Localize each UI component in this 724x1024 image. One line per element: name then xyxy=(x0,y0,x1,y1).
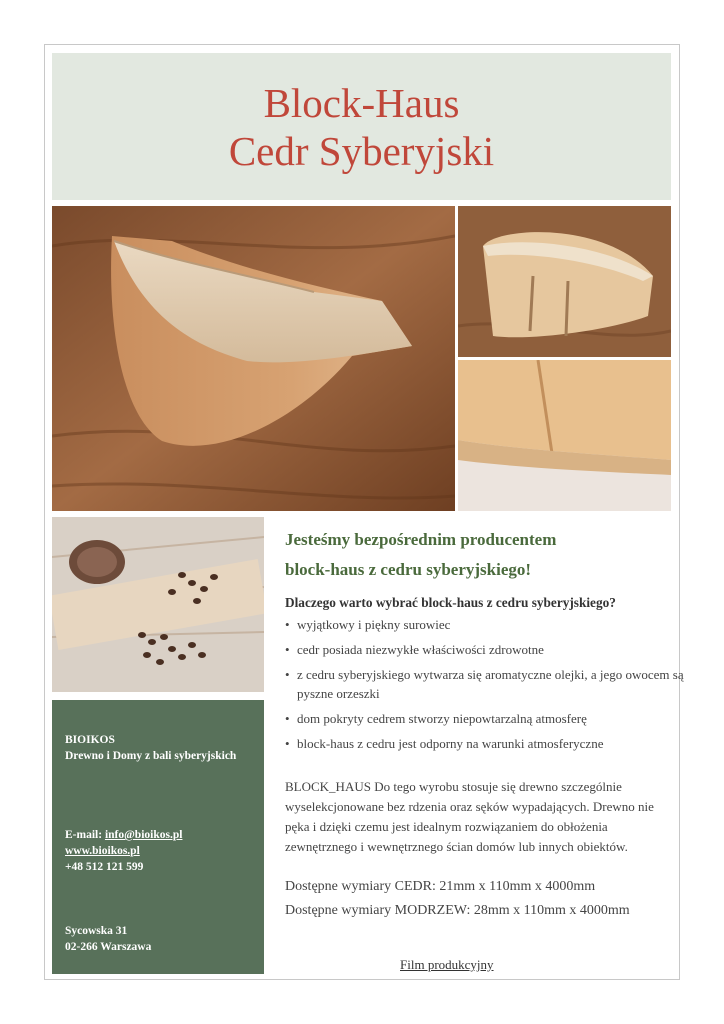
address-street: Sycowska 31 xyxy=(65,925,128,937)
title-line-2: Cedr Syberyjski xyxy=(228,127,495,174)
phone-number: +48 512 121 599 xyxy=(65,861,144,873)
list-item: • block-haus z cedru jest odporny na warunki atmosferyczne xyxy=(285,734,685,753)
email-link[interactable]: info@bioikos.pl xyxy=(104,829,183,841)
list-item: • cedr posiada niezwykłe właściwości zdrowotne xyxy=(285,640,685,659)
dimensions-modrzew: Dostępne wymiary MODRZEW: 28mm x 110mm x 4000mm xyxy=(285,903,630,918)
block-haus-profile-photo xyxy=(52,206,455,511)
benefits-list xyxy=(285,615,685,753)
block-haus-end-photo xyxy=(458,206,671,357)
title-banner xyxy=(52,53,671,200)
cedar-cone-nuts-photo xyxy=(52,517,264,692)
headline-line-2: block-haus z cedru syberyjskiego! xyxy=(285,560,532,579)
headline-line-1: Jesteśmy bezpośrednim producentem xyxy=(285,530,557,549)
why-question: Dlaczego warto wybrać block-haus z cedru syberyjskiego? xyxy=(285,595,616,610)
website-link[interactable]: www.bioikos.pl xyxy=(65,845,140,857)
product-description: BLOCK_HAUS Do tego wyrobu stosuje się drewno szczególnie wyselekcjonowane bez rdzenia oraz sęków wypadających. Drewno nie pęka i dzięki czemu jest idealnym rozwiązaniem do obłożenia zewnętrznego i wewnętrznego ścian domów lub innych obiektów. xyxy=(285,779,654,854)
list-item: • wyjątkowy i piękny surowiec xyxy=(285,615,685,634)
dimensions-cedr: Dostępne wymiary CEDR: 21mm x 110mm x 4000mm xyxy=(285,879,596,894)
email-label: E-mail: xyxy=(65,829,105,841)
main-content xyxy=(285,525,685,923)
email-line xyxy=(65,827,255,843)
dimensions xyxy=(285,875,685,923)
list-item: • dom pokryty cedrem stworzy niepowtarzalną atmosferę xyxy=(285,709,685,728)
list-item: • z cedru syberyjskiego wytwarza się aromatyczne olejki, a jego owocem są pyszne orzeszki xyxy=(285,665,685,703)
production-film-link[interactable]: Film produkcyjny xyxy=(400,957,494,972)
contact-box xyxy=(52,700,264,974)
address-city: 02-266 Warszawa xyxy=(65,941,152,953)
company-tagline: Drewno i Domy z bali syberyjskich xyxy=(65,750,237,762)
title-line-1: Block-Haus xyxy=(263,79,460,126)
company-name: BIOIKOS xyxy=(65,734,115,746)
block-haus-joint-photo xyxy=(458,360,671,511)
